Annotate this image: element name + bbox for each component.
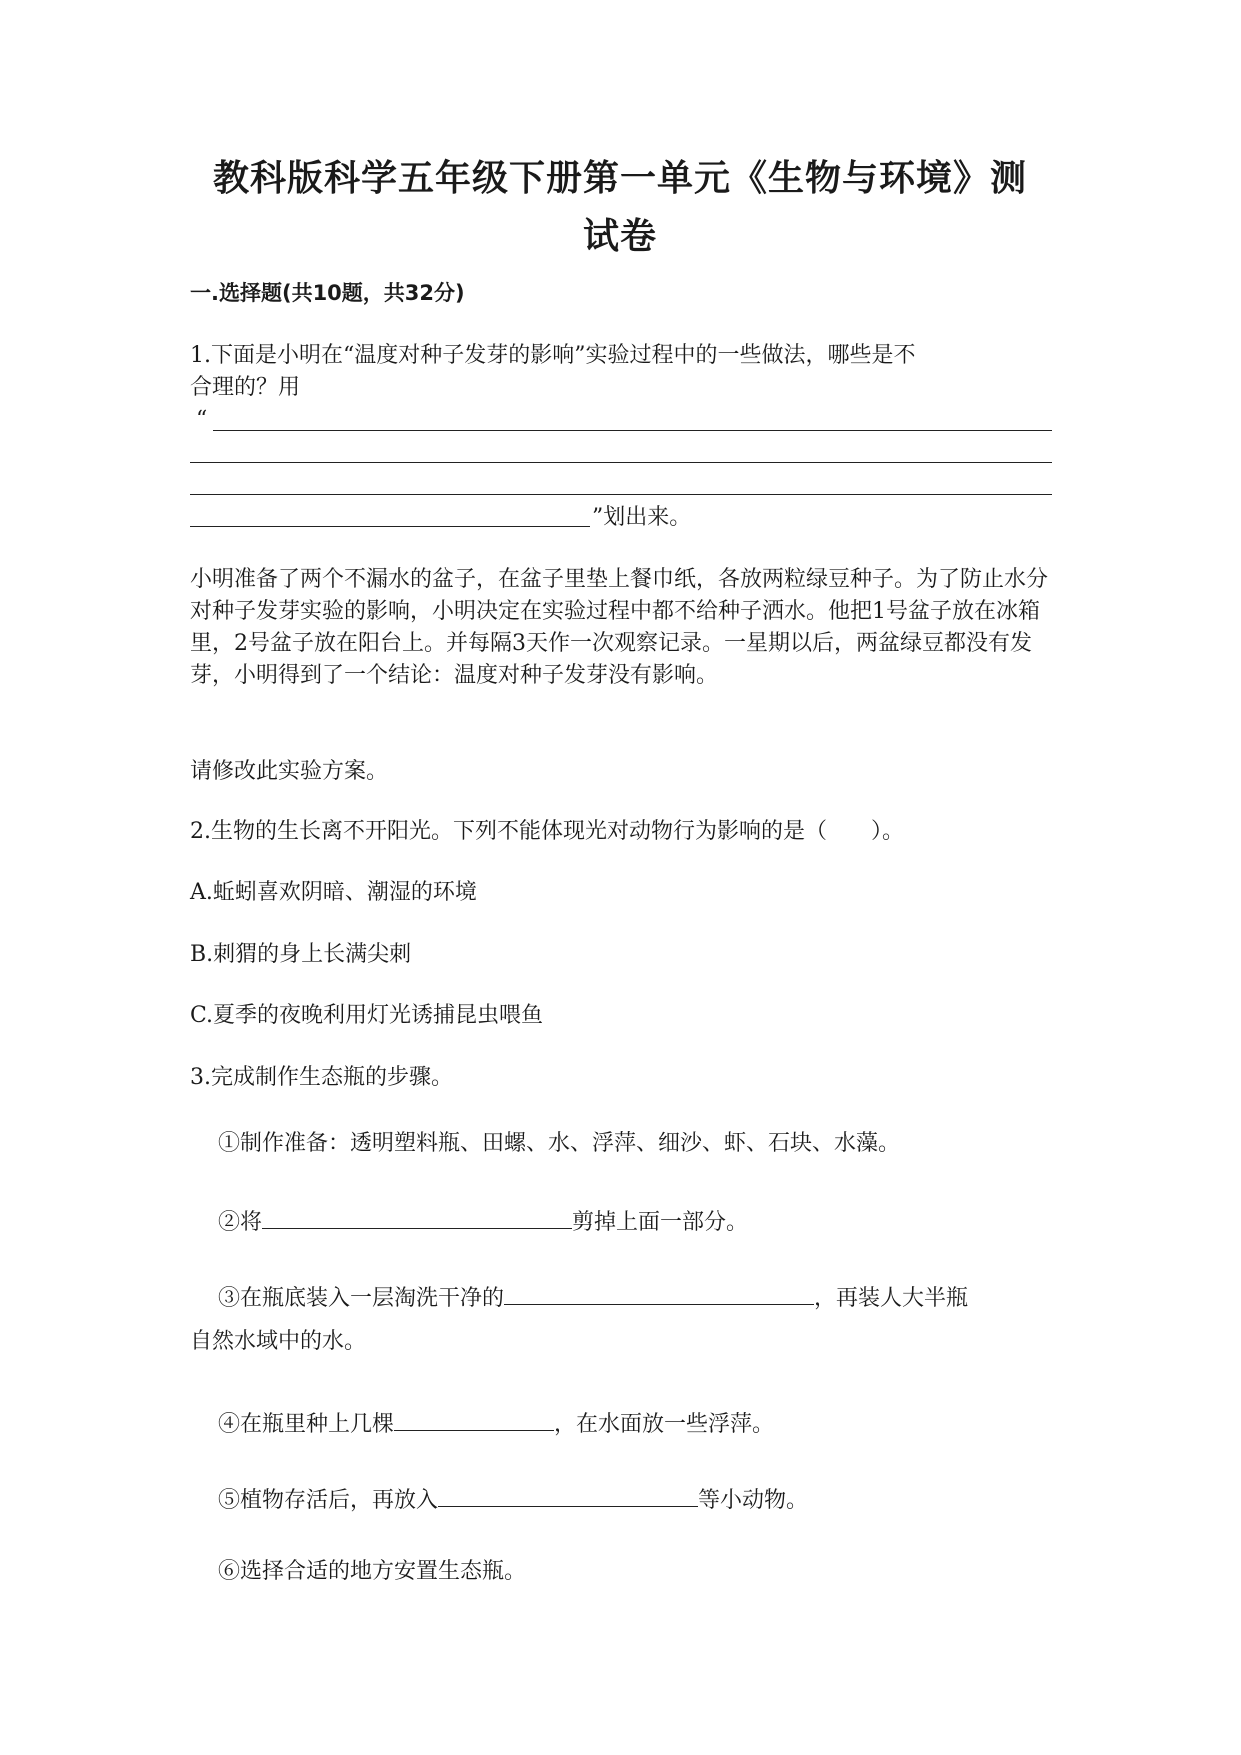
q1-answer-line-3[interactable] [190,494,1052,495]
title-line-1: 教科版科学五年级下册第一单元《生物与环境》测 [212,158,1027,199]
q1-open-quote: “ [196,407,208,432]
q3-stem: 3.完成制作生态瓶的步骤。 [190,1065,453,1090]
q2-stem: 2.生物的生长离不开阳光。下列不能体现光对动物行为影响的是（ ）。 [190,819,904,844]
exam-title [190,150,1050,266]
q3-step-4-blank[interactable] [394,1404,554,1431]
q3-step-4-pre: ④在瓶里种上几棵 [218,1412,395,1437]
q1-request: 请修改此实验方案。 [190,759,389,784]
title-line-2: 试卷 [582,216,657,257]
q3-step-5-post: 等小动物。 [698,1488,809,1513]
section-heading: 一.选择题(共10题，共32分) [190,281,465,305]
q1-stem-line1: 1.下面是小明在“温度对种子发芽的影响”实验过程中的一些做法，哪些是不 [190,343,916,368]
q3-step-3 [218,1278,968,1315]
q3-step-2-blank[interactable] [262,1202,572,1229]
q3-step-2-post: 剪掉上面一部分。 [572,1210,749,1235]
q3-step-6: ⑥选择合适的地方安置生态瓶。 [218,1559,527,1584]
q3-step-5 [218,1480,808,1517]
q1-answer-line-4[interactable] [190,526,590,527]
q3-step-4 [218,1404,774,1441]
q3-step-3-blank[interactable] [504,1278,814,1305]
q2-option-a[interactable]: A.蚯蚓喜欢阴暗、潮湿的环境 [190,880,477,905]
q3-step-3-post: ，再装人大半瓶 [814,1286,969,1311]
q3-step-2 [218,1202,748,1239]
q1-answer-line-2[interactable] [190,462,1052,463]
q3-step-1: ①制作准备：透明塑料瓶、田螺、水、浮萍、细沙、虾、石块、水藻。 [218,1131,901,1156]
q3-step-4-post: ，在水面放一些浮萍。 [554,1412,775,1437]
q1-passage: 小明准备了两个不漏水的盆子，在盆子里垫上餐巾纸，各放两粒绿豆种子。为了防止水分对种子发芽实验的影响，小明决定在实验过程中都不给种子洒水。他把1号盆子放在冰箱里，2号盆子放在阳台上。并每隔3天作一次观察记录。一星期以后，两盆绿豆都没有发芽，小明得到了一个结论：温度对种子发芽没有影响。 [190,567,1049,688]
q1-close-text: ”划出来。 [592,505,692,530]
q3-step-2-pre: ②将 [218,1210,263,1235]
q3-step-3-pre: ③在瓶底装入一层淘洗干净的 [218,1286,505,1311]
q3-step-5-pre: ⑤植物存活后，再放入 [218,1488,439,1513]
q3-step-3-line2: 自然水域中的水。 [190,1329,367,1354]
q3-step-5-blank[interactable] [438,1480,698,1507]
q2-option-c[interactable]: C.夏季的夜晚利用灯光诱捕昆虫喂鱼 [190,1003,544,1028]
q1-stem-line2: 合理的？用 [190,375,301,400]
q1-answer-line-1[interactable] [213,430,1052,431]
q2-option-b[interactable]: B.刺猬的身上长满尖刺 [190,942,412,967]
